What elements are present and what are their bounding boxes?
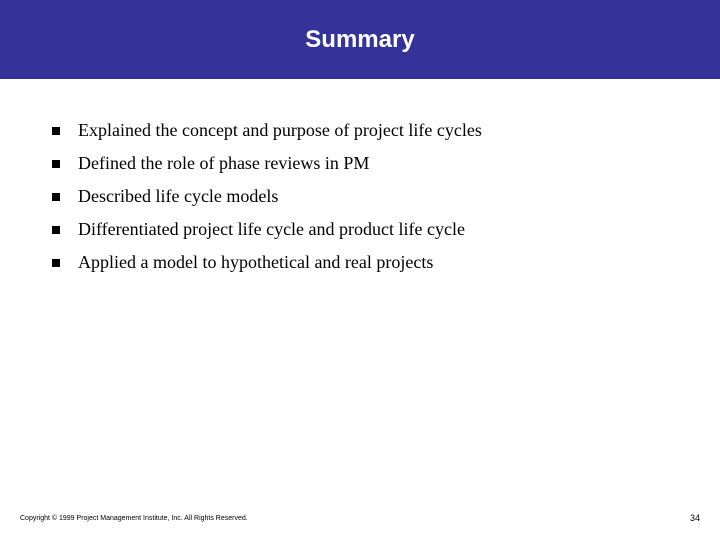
square-bullet-icon [52, 160, 60, 168]
bullet-item [52, 147, 482, 180]
bullet-item [52, 114, 482, 147]
bullet-text: Defined the role of phase reviews in PM [78, 153, 370, 173]
square-bullet-icon [52, 193, 60, 201]
bullet-text: Applied a model to hypothetical and real projects [78, 252, 434, 272]
square-bullet-icon [52, 127, 60, 135]
copyright-footer: Copyright © 1999 Project Management Institute, Inc. All Rights Reserved. [20, 515, 248, 522]
bullet-item [52, 246, 482, 279]
bullet-text: Described life cycle models [78, 186, 279, 206]
bullet-list [52, 114, 482, 279]
bullet-text: Differentiated project life cycle and product life cycle [78, 219, 465, 239]
slide-title: Summary [305, 26, 415, 53]
square-bullet-icon [52, 259, 60, 267]
square-bullet-icon [52, 226, 60, 234]
bullet-item [52, 180, 482, 213]
bullet-item [52, 213, 482, 246]
page-number: 34 [689, 513, 700, 523]
bullet-text: Explained the concept and purpose of project life cycles [78, 120, 482, 140]
